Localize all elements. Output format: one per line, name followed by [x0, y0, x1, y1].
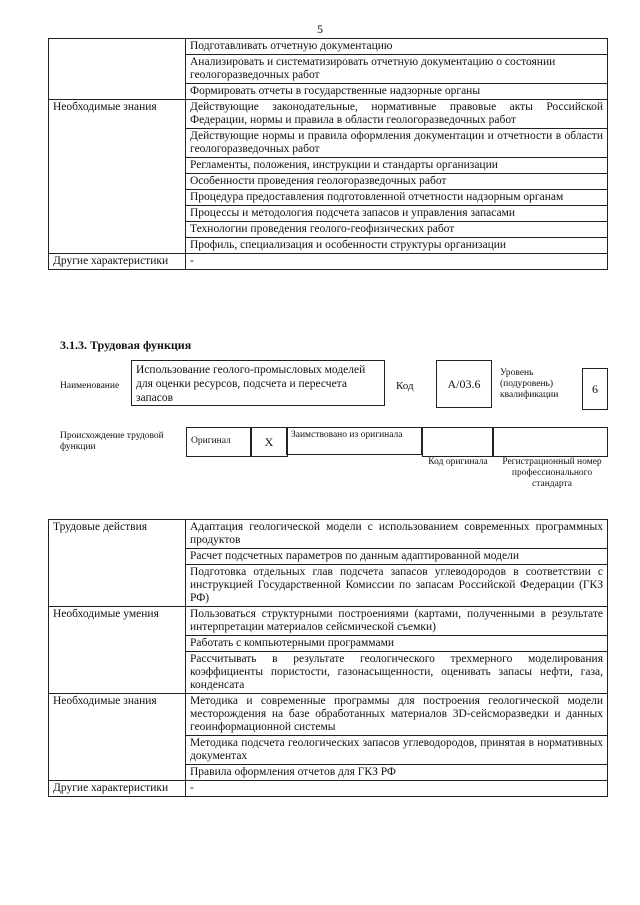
row-header — [49, 39, 186, 100]
table-cell: Профиль, специализация и особенности структуры организации — [186, 238, 608, 254]
table-cell: Подготовка отдельных глав подсчета запасов углеводородов в соответствии с инструкцией Государственной Комиссии по запасам Российской Федерации (ГКЗ РФ) — [186, 565, 608, 607]
section-heading: 3.1.3. Трудовая функция — [60, 338, 192, 352]
row-header: Необходимые знания — [49, 100, 186, 254]
table-cell: Особенности проведения геологоразведочных работ — [186, 174, 608, 190]
table-cell: Работать с компьютерными программами — [186, 636, 608, 652]
row-header: Другие характеристики — [49, 254, 186, 270]
level-value: 6 — [582, 368, 608, 410]
code-label: Код — [396, 380, 414, 392]
table-cell: Подготавливать отчетную документацию — [186, 39, 608, 55]
code-original-label: Код оригинала — [428, 457, 488, 467]
original-label: Оригинал — [191, 436, 231, 446]
table-cell: Правила оформления отчетов для ГКЗ РФ — [186, 765, 608, 781]
table-cell: Формировать отчеты в государственные надзорные органы — [186, 84, 608, 100]
table-cell: Процессы и методология подсчета запасов и управления запасами — [186, 206, 608, 222]
table-cell: - — [186, 254, 608, 270]
registration-label: Регистрационный номер профессионального стандарта — [502, 457, 602, 489]
table-cell: Технологии проведения геолого-геофизических работ — [186, 222, 608, 238]
row-header: Трудовые действия — [49, 520, 186, 607]
borrowed-label: Заимствовано из оригинала — [286, 427, 422, 455]
table-cell: Методика и современные программы для построения геологической модели месторождения на базе обработанных материалов 3D-сейсморазведки и данных геоинформационной системы — [186, 694, 608, 736]
competency-table-2 — [48, 519, 608, 797]
origin-label: Происхождение трудовой функции — [60, 431, 164, 452]
table-cell: Методика подсчета геологических запасов углеводородов, принятая в нормативных документах — [186, 736, 608, 765]
table-cell: Расчет подсчетных параметров по данным адаптированной модели — [186, 549, 608, 565]
code-value: А/03.6 — [436, 360, 492, 408]
competency-table-1 — [48, 38, 608, 270]
table-cell: Пользоваться структурными построениями (картами, полученными в результате интерпретации материалов сейсмической съемки) — [186, 607, 608, 636]
row-header: Необходимые умения — [49, 607, 186, 694]
table-cell: Действующие законодательные, нормативные правовые акты Российской Федерации, нормы и правила в области геологоразведочных работ — [186, 100, 608, 129]
table-cell: Действующие нормы и правила оформления документации и отчетности в области геологоразведочных работ — [186, 129, 608, 158]
table-cell: - — [186, 781, 608, 797]
table-cell: Процедура предоставления подготовленной отчетности надзорным органам — [186, 190, 608, 206]
row-header: Необходимые знания — [49, 694, 186, 781]
page-number: 5 — [317, 22, 323, 36]
level-label: Уровень (подуровень) квалификации — [500, 368, 559, 400]
table-cell: Рассчитывать в результате геологического трехмерного моделирования коэффициенты пористости, газонасыщенности, оценивать запасы нефти, газа, конденсата — [186, 652, 608, 694]
name-label: Наименование — [60, 381, 120, 391]
function-name: Использование геолого-промысловых моделей для оценки ресурсов, подсчета и пересчета запасов — [131, 360, 385, 406]
table-cell: Регламенты, положения, инструкции и стандарты организации — [186, 158, 608, 174]
table-cell: Анализировать и систематизировать отчетную документацию о состоянии геологоразведочных работ — [186, 55, 608, 84]
original-mark: X — [250, 427, 288, 457]
row-header: Другие характеристики — [49, 781, 186, 797]
table-cell: Адаптация геологической модели с использованием современных программных продуктов — [186, 520, 608, 549]
